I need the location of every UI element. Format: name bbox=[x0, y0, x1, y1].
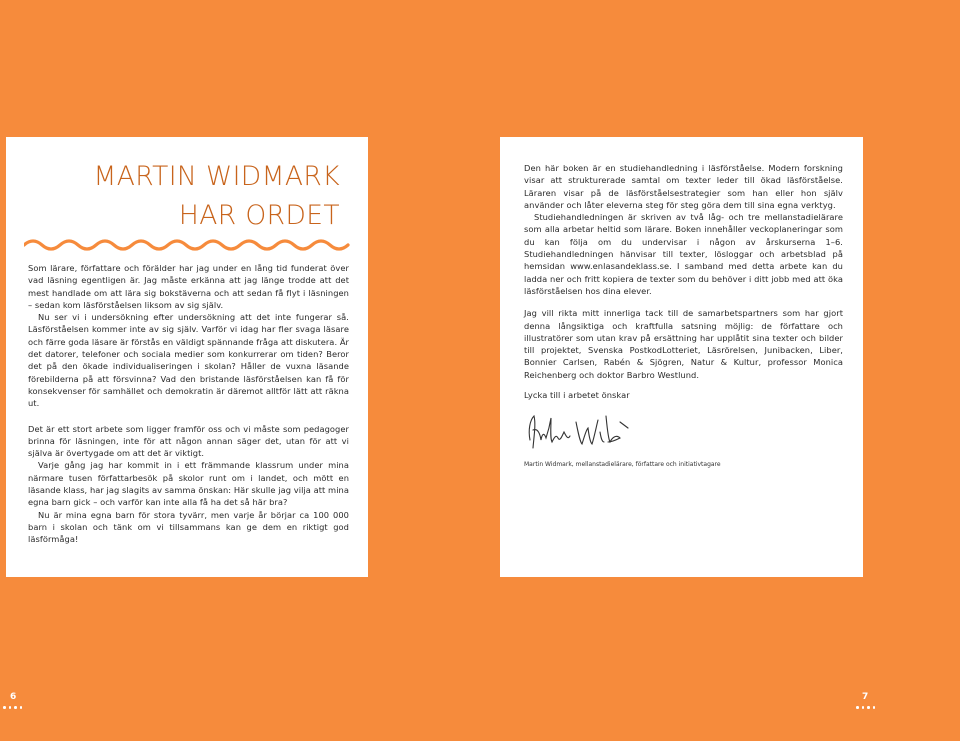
closing-text: Lycka till i arbetet önskar bbox=[524, 390, 630, 401]
intro-paragraph bbox=[28, 262, 349, 410]
page-dots-left bbox=[3, 706, 22, 709]
body-paragraph bbox=[28, 423, 349, 546]
title-line-1: MARTIN WIDMARK bbox=[93, 161, 340, 192]
body-text-cont: Varje gång jag har kommit in i ett främmande klassrum under mina närmare tusen författarbesök på skolor runt om i landet, och mött en läsande klass, har jag slagits av samma önskan: Här skulle jag vilja att mina egna barn gick – och varför kan inte alla få ha det så här bra? bbox=[28, 460, 349, 508]
closing-paragraph bbox=[524, 389, 843, 401]
page-dots-right bbox=[856, 706, 875, 709]
page-number-right: 7 bbox=[862, 692, 869, 702]
thanks-paragraph bbox=[524, 307, 843, 381]
title-line-2: HAR ORDET bbox=[178, 200, 340, 231]
page-title bbox=[28, 157, 340, 235]
study-guide-text: Den här boken är en studiehandledning i läsförståelse. Modern forskning visar att strukturerade samtal om texter leder till ökad läsförståelse. Läraren visar på de läsförståelsestrategier som han eller hon själv använder och låter eleverna steg för steg göra dem till sina egna verktyg. bbox=[524, 163, 843, 210]
intro-text-cont: Nu ser vi i undersökning efter undersökning att det inte fungerar så. Läsförståelsen kommer inte av sig själv. Varför vi idag har fler svaga läsare och färre goda läsare är förstås en väldigt spännande fråga att diskutera. Är det datorer, telefoner och sociala medier som konkurrerar om tiden? Beror det på den ökade individualiseringen i skolan? Håller de vuxna läsande förebilderna på att försvinna? Vad den bristande läsförståelsen kan få för konsekvenser för samhället och demokratin är däremot alltför lätt att räkna ut. bbox=[28, 312, 350, 409]
wave-line bbox=[24, 241, 348, 249]
study-guide-paragraph bbox=[524, 162, 843, 297]
page-number-left: 6 bbox=[10, 692, 17, 702]
study-guide-text-cont: Studiehandledningen är skriven av två låg- och tre mellanstadielärare som alla arbetar heltid som lärare. Boken innehåller veckoplaneringar som du kan följa om du undervisar i någon av årskurserna 1–6. Studiehandledningen hänvisar till texter, lösloggar och arbetsblad på hemsidan www.enlasandeklass.se. I samband med detta arbete kan du ladda ner och fritt kopiera de texter som du behöver i ditt jobb med att öka läsförståelsen hos dina elever. bbox=[524, 212, 843, 296]
intro-text: Som lärare, författare och förälder har jag under en lång tid funderat över vad läsning egentligen är. Jag måste erkänna att jag länge trodde att det mest handlade om att lära sig bokstäverna och att sedan få flyt i läsningen – sedan kom läsförståelsen liksom av sig själv. bbox=[28, 263, 349, 310]
thanks-text: Jag vill rikta mitt innerliga tack till de samarbetspartners som har gjort denna långsiktiga och kraftfulla satsning möjlig: de författare och illustratörer som utan krav på ersättning har upplåtit sina texter och bilder till projektet, Svenska PostkodLotteriet, Läsrörelsen, Junibacken, Liber, Bonnier Carlsen, Rabén & Sjögren, Natur & Kultur, professor Monica Reichenberg och doktor Barbro Westlund. bbox=[524, 308, 843, 380]
left-page bbox=[6, 137, 368, 577]
wave-divider bbox=[24, 237, 354, 253]
signature-image bbox=[524, 410, 634, 456]
body-text: Det är ett stort arbete som ligger framför oss och vi måste som pedagoger brinna för läsningen, inte för att någon annan säger det, utan för att vi själva är övertygade om att det är viktigt. bbox=[28, 423, 349, 459]
right-page bbox=[500, 137, 863, 577]
signature-caption: Martin Widmark, mellanstadielärare, författare och initiativtagare bbox=[524, 461, 721, 469]
body-text-cont-2: Nu är mina egna barn för stora tyvärr, men varje år börjar ca 100 000 barn i skolan och tänk om vi tillsammans kan ge dem en riktigt god läsförmåga! bbox=[28, 509, 349, 545]
